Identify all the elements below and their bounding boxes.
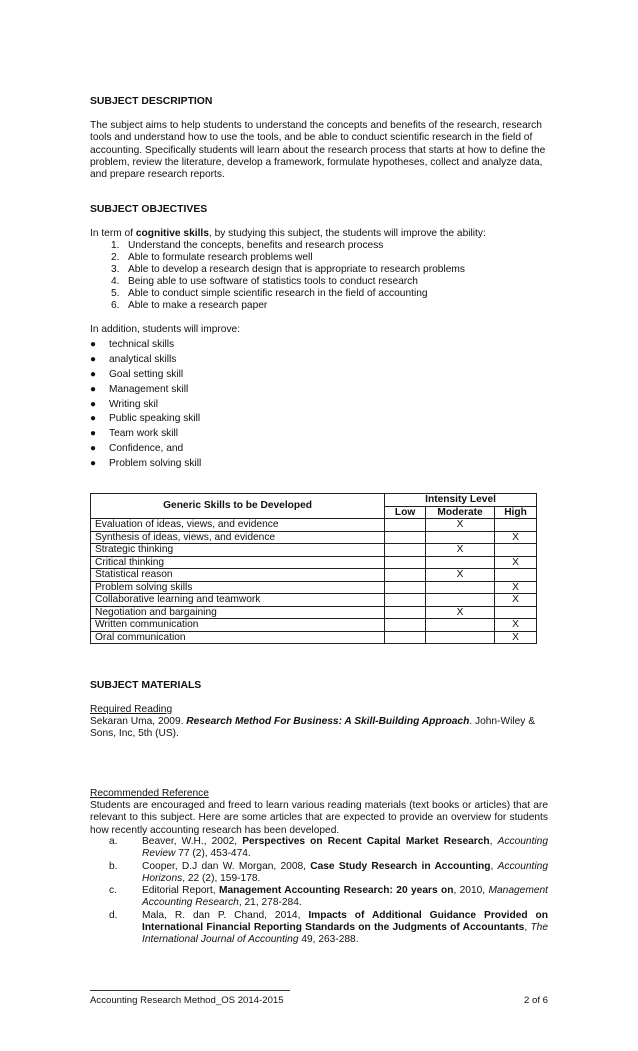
objectives-intro-bold: cognitive skills	[135, 228, 209, 239]
table-row: Synthesis of ideas, views, and evidence X	[91, 531, 537, 544]
reference-list	[90, 836, 548, 947]
table-row: Negotiation and bargaining X	[91, 606, 537, 619]
header-generic-skills: Generic Skills to be Developed	[91, 494, 385, 519]
bullet-icon: ●	[90, 353, 97, 365]
bullet-icon: ●	[90, 413, 97, 425]
table-row: Statistical reason X	[91, 569, 537, 582]
header-moderate: Moderate	[426, 506, 495, 519]
objective-item: 4. Being able to use software of statistics tools to conduct research	[111, 276, 418, 288]
objective-item: 2. Able to formulate research problems well	[111, 252, 313, 264]
required-reading-title: Research Method For Business: A Skill-Building Approach	[186, 716, 470, 727]
table-row: Evaluation of ideas, views, and evidence X	[91, 519, 537, 532]
description-body: The subject aims to help students to understand the concepts and benefits of the research, research tools and understand how to use the tools, and be able to conduct scientific research in the field of accounting. Specifically students will learn about the research process that starts at how to define the problem, review the literature, develop a framework, formulate hypotheses, collect and analyze data, and prepare research reports.	[90, 120, 546, 181]
skill-item: ● Team work skill	[90, 428, 179, 440]
bullet-icon: ●	[90, 383, 97, 395]
addition-intro: In addition, students will improve:	[90, 324, 241, 335]
header-intensity-level: Intensity Level	[385, 494, 537, 507]
reference-item: c. Editorial Report, Management Accounting Research: 20 years on, 2010, Management Accounting Research, 21, 278-284.	[109, 885, 548, 909]
footer-page-number: 2 of 6	[523, 995, 548, 1006]
skill-item: ● Management skill	[90, 383, 189, 395]
objective-item: 6. Able to make a research paper	[111, 300, 268, 312]
bullet-icon: ●	[90, 368, 97, 380]
reference-item: a. Beaver, W.H., 2002, Perspectives on Recent Capital Market Research, Accounting Review 77 (2), 453-474.	[109, 836, 548, 860]
table-row: Problem solving skills X	[91, 581, 537, 594]
table-row: Critical thinking X	[91, 556, 537, 569]
table-row: Collaborative learning and teamwork X	[91, 594, 537, 607]
bullet-icon: ●	[90, 428, 97, 440]
objective-item: 3. Able to develop a research design that is appropriate to research problems	[111, 264, 465, 276]
table-row: Strategic thinking X	[91, 544, 537, 557]
description-heading: SUBJECT DESCRIPTION	[90, 96, 213, 107]
objectives-heading: SUBJECT OBJECTIVES	[90, 204, 208, 215]
bullet-icon: ●	[90, 398, 97, 410]
table-header-row	[91, 494, 537, 507]
bullet-icon: ●	[90, 458, 97, 470]
table-row: Oral communication X	[91, 631, 537, 644]
bullet-icon: ●	[90, 443, 97, 455]
footer-document-title: Accounting Research Method_OS 2014-2015	[90, 995, 284, 1006]
header-high: High	[495, 506, 537, 519]
skill-item: ● technical skills	[90, 339, 175, 350]
objectives-list	[90, 240, 548, 313]
objective-item: 1. Understand the concepts, benefits and research process	[111, 240, 384, 251]
bullet-icon: ●	[90, 339, 97, 350]
reference-item: d. Mala, R. dan P. Chand, 2014, Impacts of Additional Guidance Provided on International Financial Reporting Standards on the Judgments of Accountants, The International Journal of Accounting 49, 263-288.	[109, 909, 548, 946]
recommended-intro: Students are encouraged and freed to learn various reading materials (text books or articles) that are relevant to this subject. Here are some articles that are expected to provide an overview for students how recently accounting research has been developed.	[90, 800, 548, 836]
skill-item: ● Writing skil	[90, 398, 159, 410]
reference-item: b. Cooper, D.J dan W. Morgan, 2008, Case Study Research in Accounting, Accounting Horizons, 22 (2), 159-178.	[109, 860, 548, 884]
skill-item: ● Confidence, and	[90, 443, 184, 455]
skill-item: ● Problem solving skill	[90, 458, 202, 470]
skill-item: ● analytical skills	[90, 353, 177, 365]
header-low: Low	[385, 506, 426, 519]
skill-item: ● Goal setting skill	[90, 368, 184, 380]
materials-heading: SUBJECT MATERIALS	[90, 680, 202, 691]
objectives-intro-pre: In term of	[90, 228, 136, 239]
table-row: Written communication X	[91, 619, 537, 632]
objective-item: 5. Able to conduct simple scientific research in the field of accounting	[111, 288, 428, 300]
skill-item: ● Public speaking skill	[90, 413, 201, 425]
required-reading-citation: Sekaran Uma, 2009. Research Method For Business: A Skill-Building Approach. John-Wiley & Sons, Inc, 5th (US).	[90, 716, 535, 740]
recommended-reference-label: Recommended Reference	[90, 788, 209, 799]
generic-skills-table	[90, 493, 537, 644]
objectives-intro-post: , by studying this subject, the students will improve the ability:	[208, 228, 486, 239]
objectives-intro	[90, 228, 548, 240]
footer-divider	[90, 990, 290, 991]
required-reading-label: Required Reading	[90, 704, 173, 715]
skills-list	[90, 339, 201, 473]
